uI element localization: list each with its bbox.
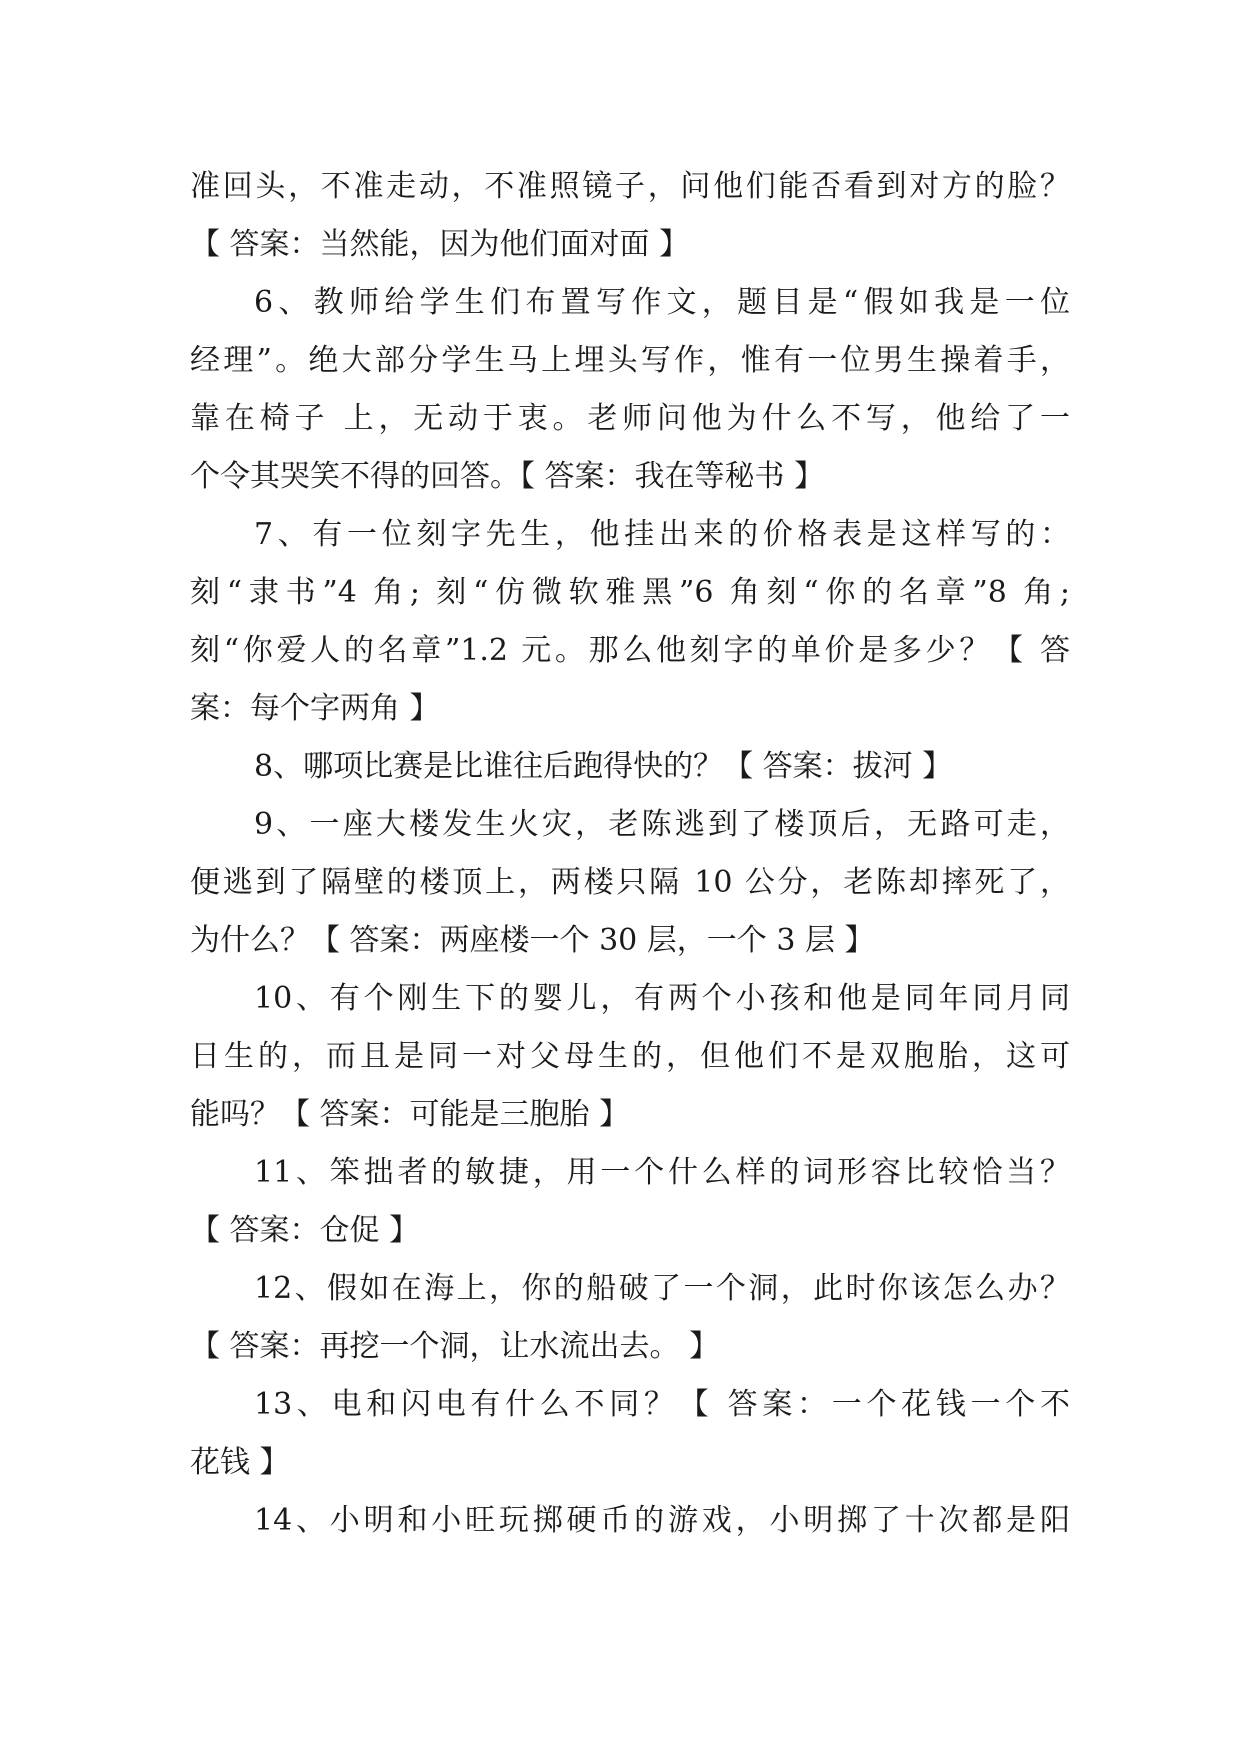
text-line: 【 答案：仓促 】 <box>190 1213 420 1248</box>
text-line: 花钱 】 <box>190 1445 290 1480</box>
question-8: 8、哪项比赛是比谁往后跑得快的？【 答案：拔河 】 <box>254 749 953 784</box>
text-line: 【 答案：再挖一个洞，让水流出去。 】 <box>190 1329 720 1364</box>
text-line: 便逃到了隔壁的楼顶上，两楼只隔 10 公分，老陈却摔死了， <box>190 865 1070 900</box>
text-line: 为什么？【 答案：两座楼一个 30 层，一个 3 层 】 <box>190 923 875 958</box>
text-line: 案：每个字两角 】 <box>190 691 440 726</box>
text-line: 能吗？【 答案：可能是三胞胎 】 <box>190 1097 630 1132</box>
question-14: 14、小明和小旺玩掷硬币的游戏，小明掷了十次都是阳 <box>254 1503 1070 1538</box>
text-line: 【 答案：当然能，因为他们面对面 】 <box>190 227 690 262</box>
question-9: 9、一座大楼发生火灾，老陈逃到了楼顶后，无路可走， <box>254 807 1070 842</box>
question-12: 12、假如在海上，你的船破了一个洞，此时你该怎么办？ <box>254 1271 1070 1306</box>
text-line: 靠在椅子 上，无动于衷。老师问他为什么不写，他给了一 <box>190 401 1070 436</box>
question-7: 7、有一位刻字先生，他挂出来的价格表是这样写的： <box>254 517 1070 552</box>
text-line: 刻“你爱人的名章”1.2 元。那么他刻字的单价是多少？【 答 <box>190 633 1070 668</box>
text-line: 日生的，而且是同一对父母生的，但他们不是双胞胎，这可 <box>190 1039 1070 1074</box>
question-13: 13、电和闪电有什么不同？【 答案：一个花钱一个不 <box>254 1387 1070 1422</box>
document-page <box>190 158 1070 1550</box>
text-line: 个令其哭笑不得的回答。【 答案：我在等秘书 】 <box>190 459 825 494</box>
text-line: 刻“隶书”4 角; 刻“仿微软雅黑”6 角刻“你的名章”8 角; <box>190 575 1070 610</box>
question-11: 11、笨拙者的敏捷，用一个什么样的词形容比较恰当？ <box>254 1155 1070 1190</box>
text-line: 经理”。绝大部分学生马上埋头写作，惟有一位男生操着手， <box>190 343 1070 378</box>
question-6: 6、教师给学生们布置写作文，题目是“假如我是一位 <box>254 285 1070 320</box>
question-10: 10、有个刚生下的婴儿，有两个小孩和他是同年同月同 <box>254 981 1070 1016</box>
text-line: 准回头，不准走动，不准照镜子，问他们能否看到对方的脸？ <box>190 169 1070 204</box>
